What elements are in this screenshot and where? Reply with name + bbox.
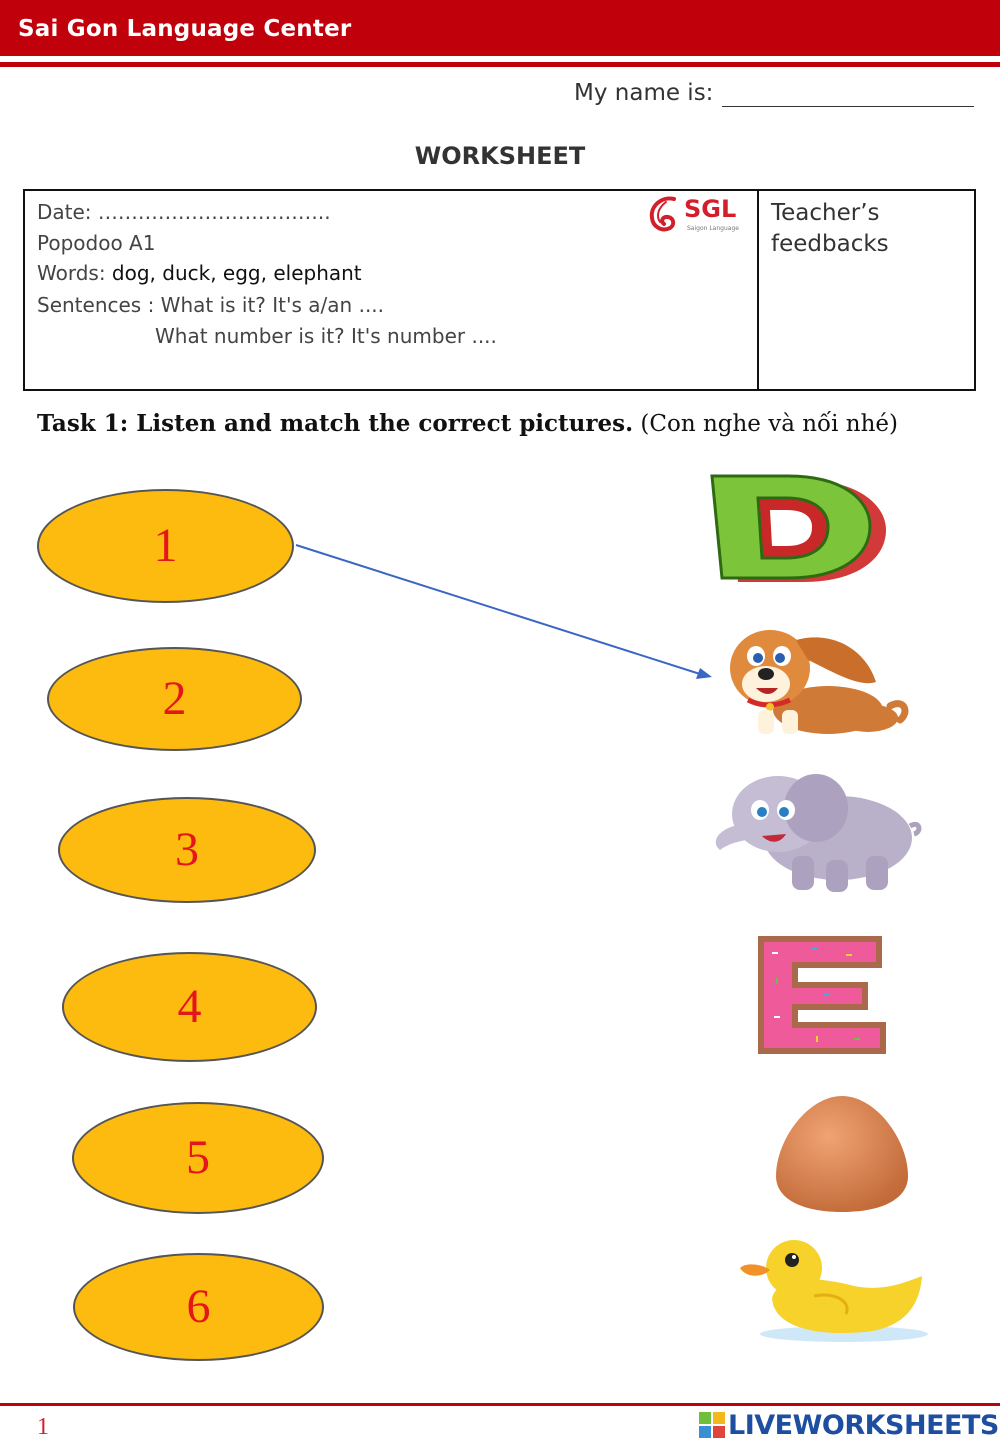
elephant-icon[interactable]: [706, 768, 924, 896]
liveworksheets-text: LIVEWORKSHEETS: [728, 1410, 999, 1441]
sentences-line-2: What number is it? It's number ....: [155, 324, 497, 348]
sgl-logo-text: SGL: [684, 195, 737, 223]
number-6: 6: [186, 1280, 211, 1333]
number-2: 2: [162, 672, 187, 725]
teacher-feedback-label: Teacher’s feedbacks: [771, 200, 889, 257]
egg-icon[interactable]: [772, 1092, 912, 1216]
page-number: 1: [37, 1414, 49, 1440]
letter-d-icon[interactable]: [708, 470, 890, 588]
worksheet-title: WORKSHEET: [414, 142, 586, 170]
course-line: Popodoo A1: [37, 231, 156, 255]
liveworksheets-blocks-icon: [698, 1410, 726, 1440]
task1-title: Task 1: Listen and match the correct pictures.: [37, 410, 634, 437]
sentences-line-1: Sentences : What is it? It's a/an ....: [37, 293, 385, 317]
letter-e-icon[interactable]: [754, 932, 892, 1058]
footer-divider: [0, 1403, 1000, 1406]
task1-hint: (Con nghe và nối nhé): [640, 411, 898, 437]
date-line: Date: ……………………………..: [37, 200, 331, 224]
duck-icon[interactable]: [734, 1234, 930, 1346]
sgl-logo-subtitle: Saigon Language: [687, 225, 739, 232]
number-3: 3: [175, 823, 199, 876]
number-4: 4: [177, 980, 202, 1033]
number-1: 1: [153, 519, 178, 572]
header-title: Sai Gon Language Center: [18, 16, 352, 42]
name-prompt: My name is:: [574, 80, 714, 106]
words-label: Words:: [37, 261, 112, 285]
number-5: 5: [186, 1131, 210, 1184]
dog-icon[interactable]: [718, 610, 913, 738]
liveworksheets-logo: [698, 1410, 998, 1442]
words-list: dog, duck, egg, elephant: [111, 261, 362, 285]
